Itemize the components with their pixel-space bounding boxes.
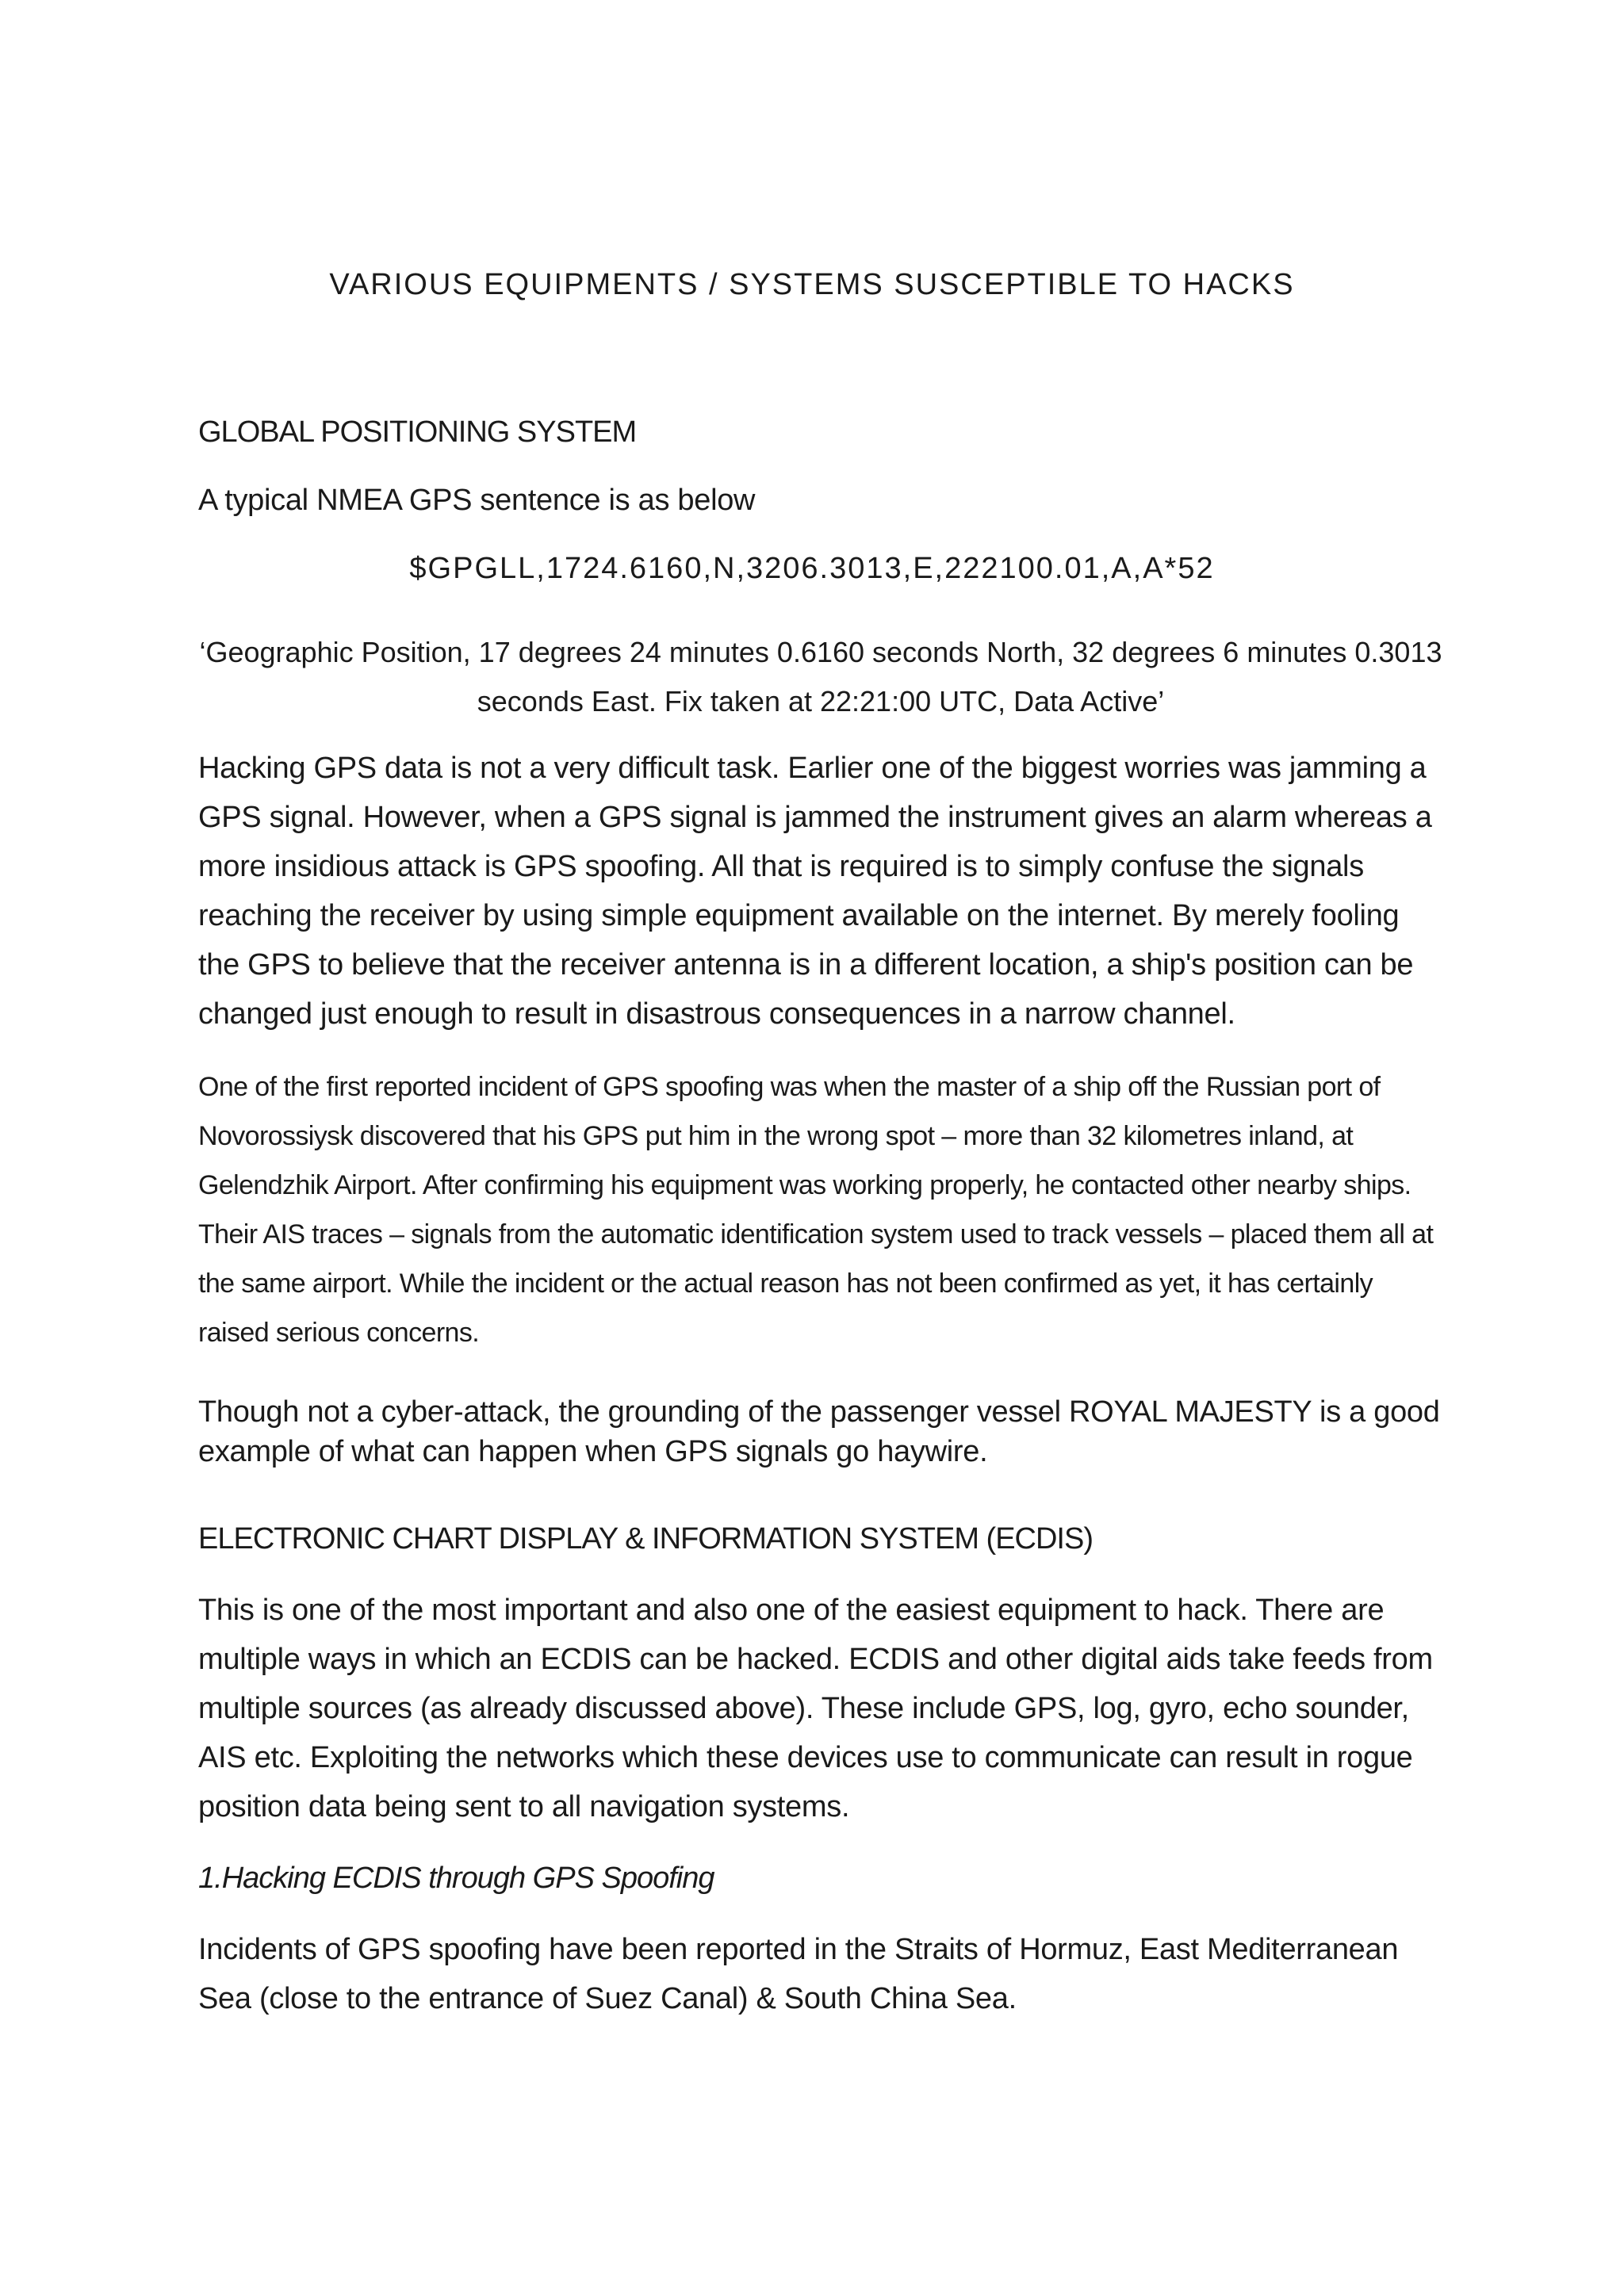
ecdis-section-heading: ELECTRONIC CHART DISPLAY & INFORMATION SYSTEM (ECDIS) bbox=[198, 1522, 1093, 1556]
gps-paragraph-2: One of the first reported incident of GPS spoofing was when the master of a ship off the Russian port of Novorossiysk discovered that his GPS put him in the wrong spot – more than 32 kilometres inland, at Gelendzhik Airport. After confirming his equipment was working properly, he contacted other nearby ships. Their AIS traces – signals from the automatic identification system used to track vessels – placed them all at the same airport. While the incident or the actual reason has not been confirmed as yet, it has certainly raised serious concerns. bbox=[198, 1072, 1434, 1348]
gps-paragraph-3: Though not a cyber-attack, the grounding of the passenger vessel ROYAL MAJESTY is a good example of what can happen when GPS signals go haywire. bbox=[198, 1395, 1440, 1468]
gps-intro-text: A typical NMEA GPS sentence is as below bbox=[198, 484, 756, 517]
document-title: VARIOUS EQUIPMENTS / SYSTEMS SUSCEPTIBLE TO HACKS bbox=[329, 268, 1295, 301]
ecdis-paragraph-1: This is one of the most important and also one of the easiest equipment to hack. There are multiple ways in which an ECDIS can be hacked. ECDIS and other digital aids take feeds from multiple sources (as already discussed above). These include GPS, log, gyro, echo sounder, AIS etc. Exploiting the networks which these devices use to communicate can result in rogue position data being sent to all navigation systems. bbox=[198, 1594, 1433, 1823]
nmea-sentence: $GPGLL,1724.6160,N,3206.3013,E,222100.01,A,A*52 bbox=[409, 552, 1215, 585]
ecdis-paragraph-2: Incidents of GPS spoofing have been reported in the Straits of Hormuz, East Mediterranean Sea (close to the entrance of Suez Canal) & South China Sea. bbox=[198, 1933, 1399, 2015]
gps-section-heading: GLOBAL POSITIONING SYSTEM bbox=[198, 415, 637, 449]
nmea-translation: ‘Geographic Position, 17 degrees 24 minutes 0.6160 seconds North, 32 degrees 6 minutes 0.3013 seconds East. Fix taken at 22:21:00 UTC, Data Active’ bbox=[199, 636, 1442, 718]
gps-paragraph-1: Hacking GPS data is not a very difficult task. Earlier one of the biggest worries was jamming a GPS signal. However, when a GPS signal is jammed the instrument gives an alarm whereas a more insidious attack is GPS spoofing. All that is required is to simply confuse the signals reaching the receiver by using simple equipment available on the internet. By merely fooling the GPS to believe that the receiver antenna is in a different location, a ship's position can be changed just enough to result in disastrous consequences in a narrow channel. bbox=[198, 752, 1432, 1031]
ecdis-subheading-gps-spoofing: 1.Hacking ECDIS through GPS Spoofing bbox=[198, 1862, 714, 1895]
